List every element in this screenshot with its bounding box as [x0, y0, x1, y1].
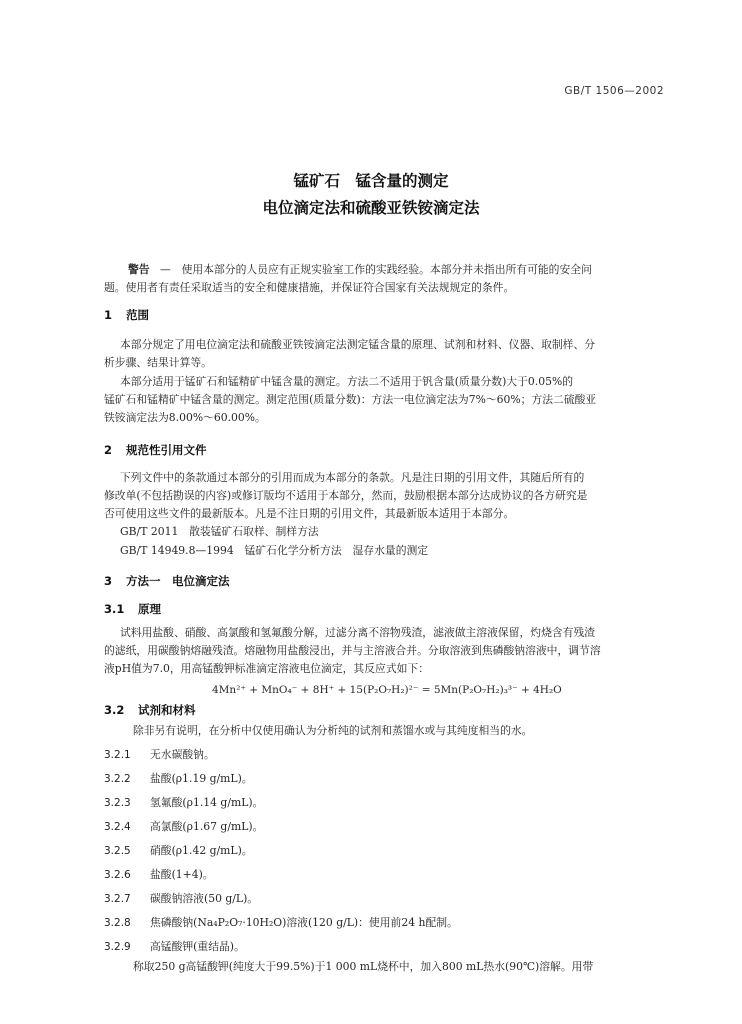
reagent-number: 3.2.5 — [104, 845, 131, 857]
reagent-detail: 称取250 g高锰酸钾(纯度大于99.5%)于1 000 mL烧杯中，加入800 mL热水(90℃)溶解。用带 — [133, 960, 594, 973]
subsection-3-2-title: 试剂和材料 — [138, 703, 196, 717]
subsection-3-1-title: 原理 — [138, 602, 161, 616]
reagent-text: 高氯酸(ρ1.67 g/mL)。 — [150, 820, 264, 833]
reagent-text: 氢氟酸(ρ1.14 g/mL)。 — [150, 796, 264, 809]
reagent-text: 硝酸(ρ1.42 g/mL)。 — [150, 844, 253, 857]
reagent-number: 3.2.6 — [104, 869, 131, 881]
reagent-number: 3.2.3 — [104, 797, 131, 809]
reagent-number: 3.2.7 — [104, 893, 131, 905]
section-1-paragraph: 本部分适用于锰矿石和锰精矿中锰含量的测定。方法二不适用于钒含量(质量分数)大于0.05%的 — [120, 375, 574, 388]
warning-line2: 题。使用者有责任采取适当的安全和健康措施，并保证符合国家有关法规规定的条件。 — [104, 281, 515, 294]
document-title-line2: 电位滴定法和硫酸亚铁铵滴定法 — [262, 199, 480, 217]
section-2-paragraph: 下列文件中的条款通过本部分的引用而成为本部分的条款。凡是注日期的引用文件，其随后所有的 — [120, 471, 585, 484]
reagent-number: 3.2.1 — [104, 749, 131, 761]
document-title-line1: 锰矿石 锰含量的测定 — [293, 172, 449, 190]
principle-paragraph: 的滤纸，用碳酸钠熔融残渣。熔融物用盐酸浸出，并与主溶液合并。分取溶液到焦磷酸钠溶液中，调节溶 — [104, 644, 601, 657]
section-2-paragraph: 否可使用这些文件的最新版本。凡是不注日期的引用文件，其最新版本适用于本部分。 — [104, 507, 515, 520]
subsection-3-2-number: 3.2 — [104, 703, 125, 717]
reagent-text: 碳酸钠溶液(50 g/L)。 — [150, 892, 259, 905]
principle-paragraph: 试料用盐酸、硝酸、高氯酸和氢氟酸分解，过滤分离不溶物残渣，滤液做主溶液保留，灼烧含有残渣 — [120, 626, 596, 639]
reagents-intro: 除非另有说明，在分析中仅使用确认为分析纯的试剂和蒸馏水或与其纯度相当的水。 — [133, 724, 533, 737]
reagent-text: 盐酸(1+4)。 — [150, 868, 214, 881]
section-2-number: 2 — [104, 443, 113, 457]
section-3-title: 方法一 电位滴定法 — [126, 574, 230, 588]
reagent-number: 3.2.9 — [104, 941, 131, 953]
principle-paragraph: 液pH值为7.0，用高锰酸钾标准滴定溶液电位滴定，其反应式如下： — [104, 662, 430, 675]
warning-label: 警告 — [128, 263, 150, 276]
section-1-paragraph: 锰矿石和锰精矿中锰含量的测定。测定范围(质量分数)：方法一电位滴定法为7%～60%；方法二硫酸亚 — [104, 393, 597, 406]
reagent-text: 无水碳酸钠。 — [150, 748, 215, 761]
section-3-number: 3 — [104, 574, 113, 588]
warning-line1: — 使用本部分的人员应有正规实验室工作的实践经验。本部分并未指出所有可能的安全问 — [160, 263, 592, 276]
section-1-paragraph: 本部分规定了用电位滴定法和硫酸亚铁铵滴定法测定锰含量的原理、试剂和材料、仪器、取制样、分 — [120, 338, 596, 351]
reagent-text: 高锰酸钾(重结晶)。 — [150, 940, 245, 953]
reaction-equation: 4Mn²⁺ + MnO₄⁻ + 8H⁺ + 15(P₂O₇H₂)²⁻ = 5Mn(P₂O₇H₂)₃³⁻ + 4H₂O — [212, 684, 562, 696]
normative-reference: GB/T 14949.8—1994 锰矿石化学分析方法 湿存水量的测定 — [120, 544, 429, 557]
section-1-paragraph: 铁铵滴定法为8.00%～60.00%。 — [104, 411, 266, 424]
section-1-title: 范围 — [126, 308, 149, 322]
reagent-number: 3.2.8 — [104, 917, 131, 929]
reagent-text: 盐酸(ρ1.19 g/mL)。 — [150, 772, 253, 785]
normative-reference: GB/T 2011 散装锰矿石取样、制样方法 — [120, 525, 319, 538]
reagent-text: 焦磷酸钠(Na₄P₂O₇·10H₂O)溶液(120 g/L)：使用前24 h配制。 — [150, 916, 458, 929]
subsection-3-1-number: 3.1 — [104, 602, 125, 616]
standard-code: GB/T 1506—2002 — [564, 85, 664, 97]
section-2-title: 规范性引用文件 — [126, 443, 207, 457]
section-2-paragraph: 修改单(不包括勘误的内容)或修订版均不适用于本部分，然而，鼓励根据本部分达成协议的各方研究是 — [104, 489, 588, 502]
section-1-paragraph: 析步骤、结果计算等。 — [104, 356, 212, 369]
reagent-number: 3.2.2 — [104, 773, 131, 785]
section-1-number: 1 — [104, 308, 113, 322]
reagent-number: 3.2.4 — [104, 821, 131, 833]
